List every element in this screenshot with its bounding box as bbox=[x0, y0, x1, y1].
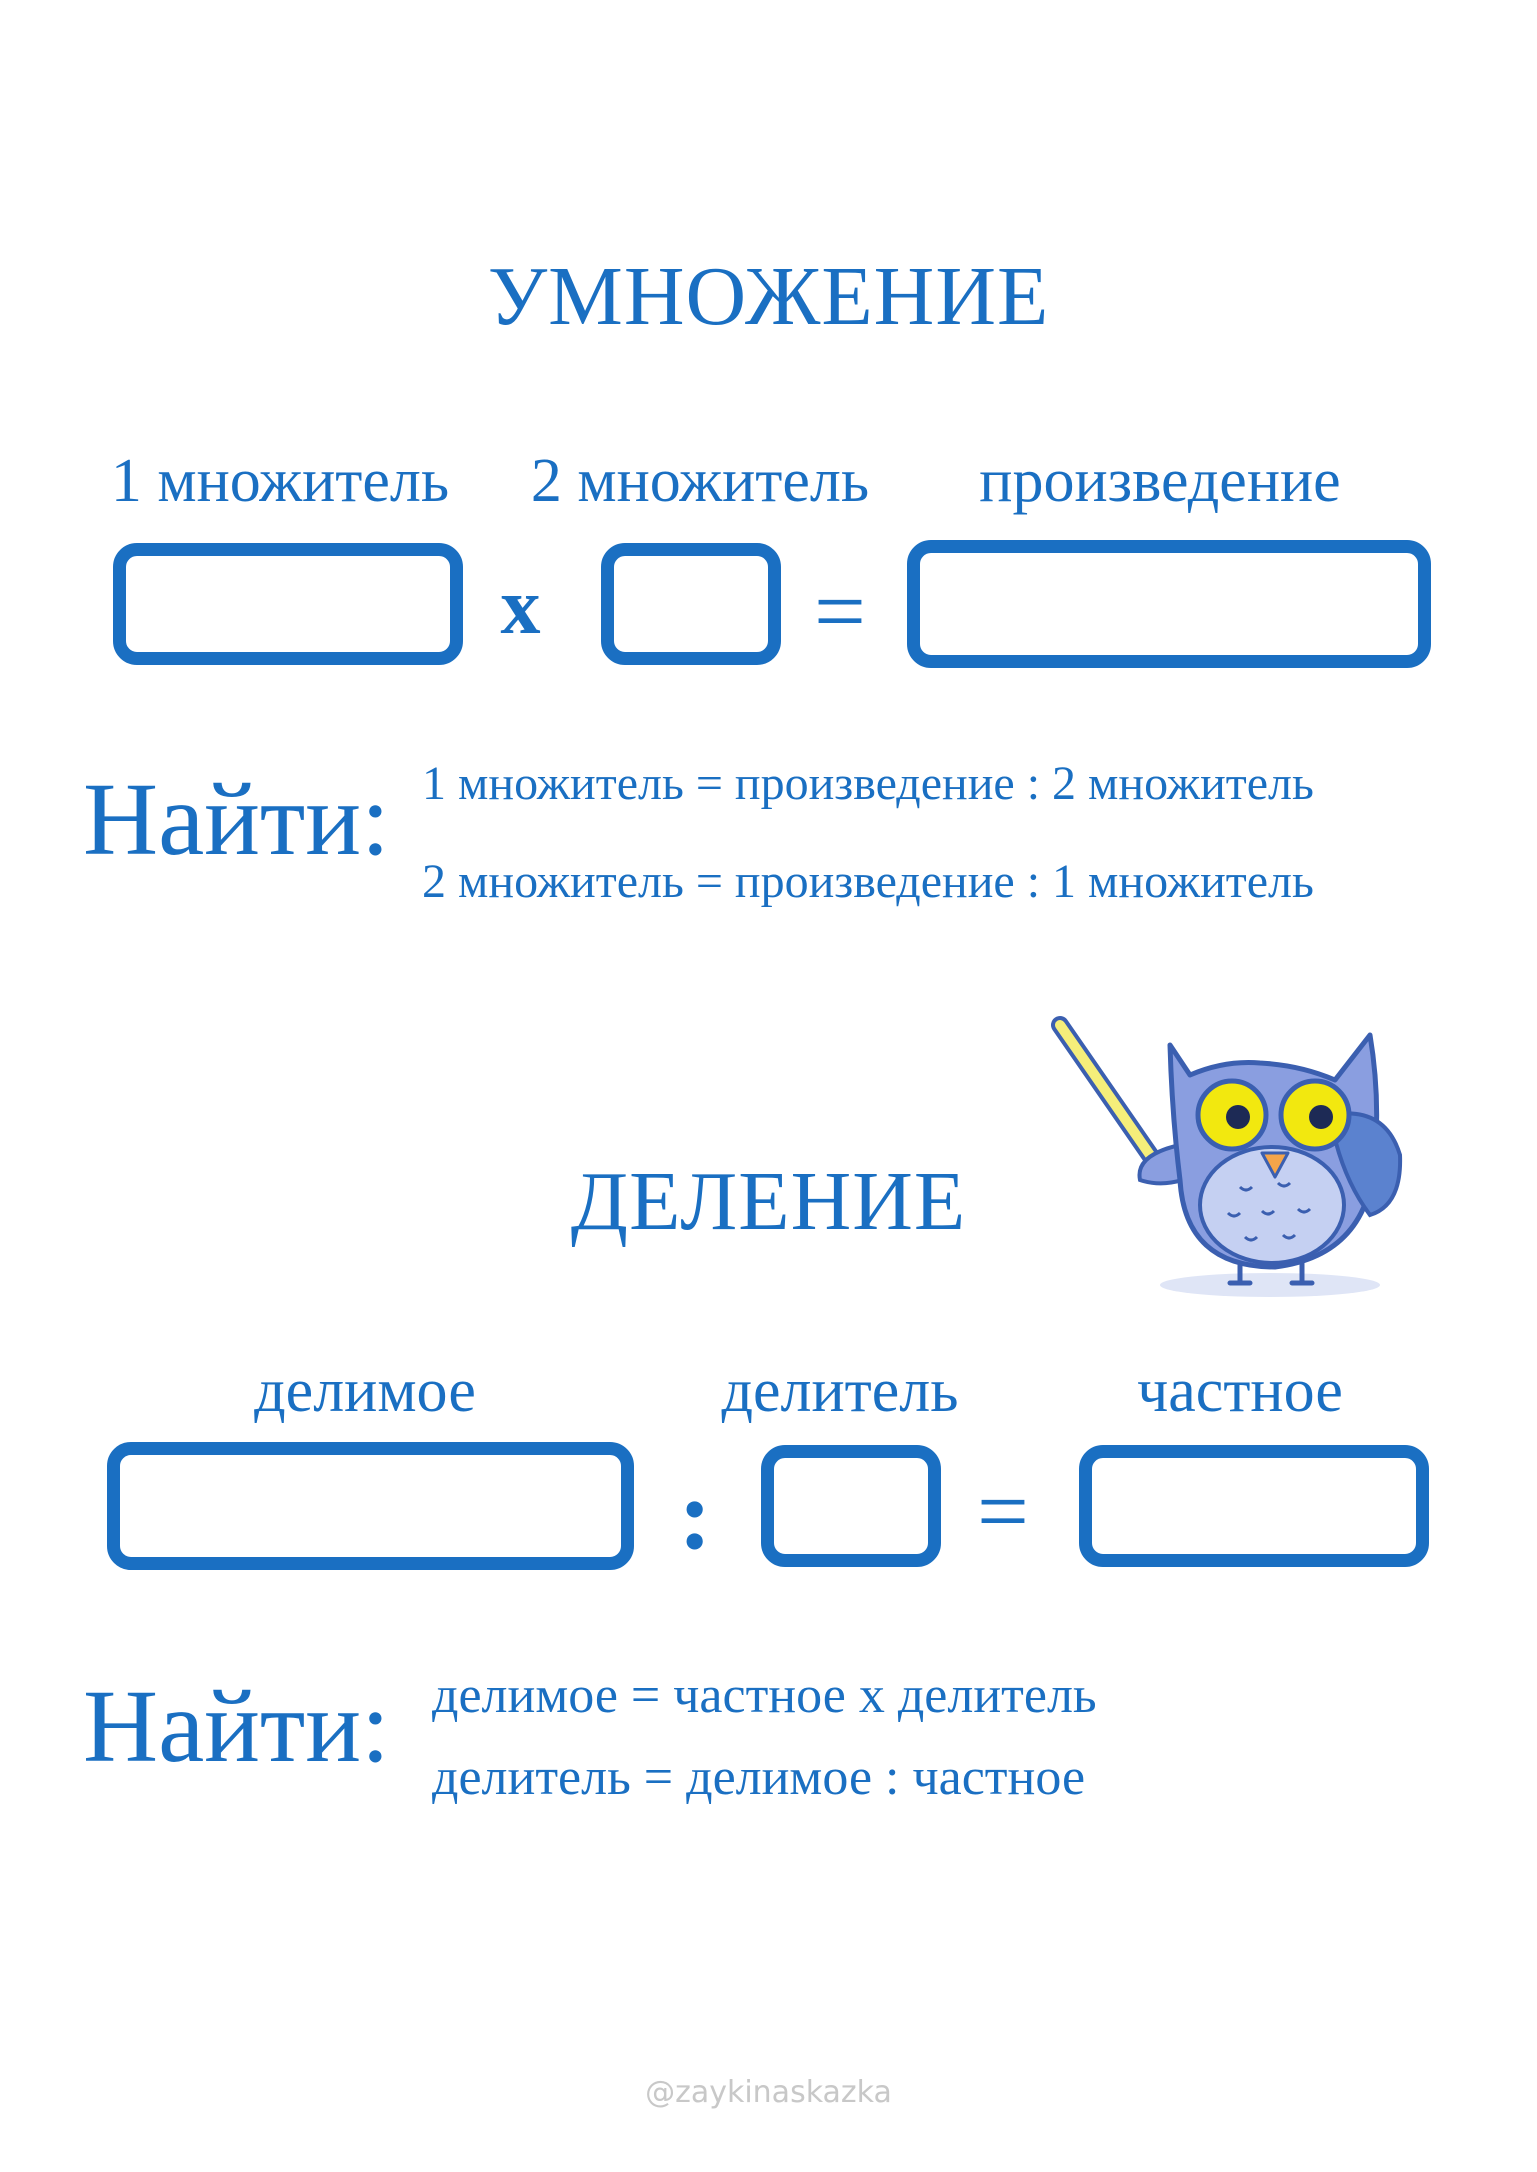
multiplication-title: УМНОЖЕНИЕ bbox=[487, 250, 1050, 343]
multiply-sign: x bbox=[500, 563, 541, 651]
factor1-box bbox=[113, 543, 463, 665]
factor1-label: 1 множитель bbox=[110, 447, 450, 515]
dividend-box bbox=[107, 1442, 634, 1570]
quotient-box bbox=[1079, 1445, 1429, 1567]
factor2-label: 2 множитель bbox=[530, 447, 870, 515]
quotient-label: частное bbox=[1137, 1357, 1343, 1425]
mult-formula-2: 2 множитель = произведение : 1 множитель bbox=[422, 855, 1314, 908]
div-equals-sign: = bbox=[977, 1460, 1029, 1562]
owl-with-pointer-icon bbox=[1040, 1005, 1430, 1305]
product-label: произведение bbox=[979, 447, 1341, 515]
div-formula-1: делимое = частное х делитель bbox=[432, 1667, 1097, 1724]
mult-equals-sign: = bbox=[814, 560, 866, 662]
div-formula-2: делитель = делимое : частное bbox=[432, 1749, 1086, 1806]
division-title: ДЕЛЕНИЕ bbox=[570, 1155, 967, 1248]
divisor-label: делитель bbox=[721, 1357, 959, 1425]
mult-find-label: Найти: bbox=[83, 762, 390, 877]
factor2-box bbox=[601, 543, 781, 665]
watermark: @zaykinaskazka bbox=[645, 2075, 892, 2110]
dividend-label: делимое bbox=[254, 1357, 476, 1425]
divisor-box bbox=[761, 1445, 941, 1567]
div-find-label: Найти: bbox=[83, 1669, 390, 1784]
product-box bbox=[907, 540, 1431, 668]
mult-formula-1: 1 множитель = произведение : 2 множитель bbox=[422, 757, 1314, 810]
divide-sign: : bbox=[678, 1459, 712, 1570]
